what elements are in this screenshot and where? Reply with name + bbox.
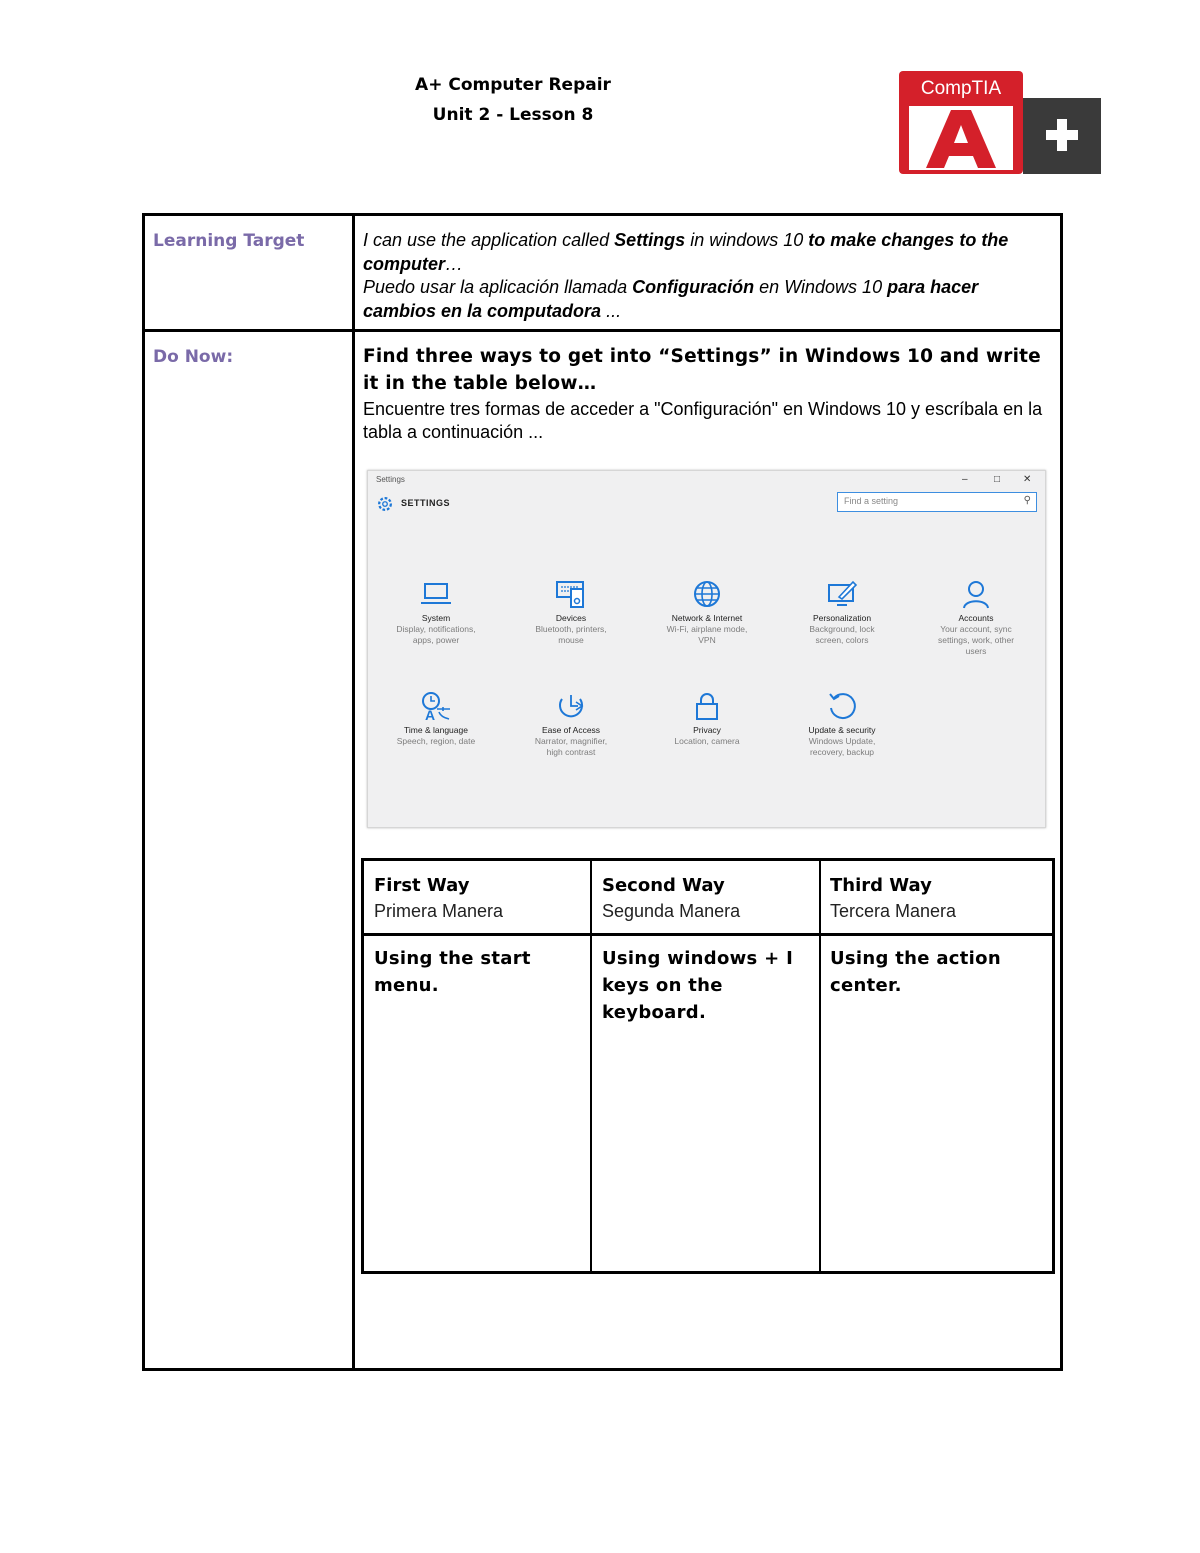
- do-now-instruction: Find three ways to get into “Settings” in Windows 10 and write it in the table below…: [363, 346, 1041, 394]
- minimize-icon: –: [962, 474, 968, 485]
- learning-target-text: I can use the application called Settings in windows 10 to make changes to the computer… Puedo usar la aplicación llamada Configuración en Windows 10 para hacer cambios en la computadora ...: [363, 230, 1009, 321]
- row-divider: [145, 329, 1060, 332]
- column-divider: [352, 216, 355, 1368]
- document-subtitle: Unit 2 - Lesson 8: [432, 105, 594, 125]
- settings-tile-network: Network & Internet Wi-Fi, airplane mode, VPN: [652, 579, 762, 646]
- comptia-aplus-logo: [896, 68, 1104, 176]
- devices-icon: [554, 579, 588, 609]
- lock-icon: [690, 691, 724, 721]
- settings-tile-accounts: Accounts Your account, sync settings, work, other users: [921, 579, 1031, 657]
- update-icon: [825, 691, 859, 721]
- settings-tile-ease-of-access: Ease of Access Narrator, magnifier, high contrast: [516, 691, 626, 758]
- row-divider: [364, 933, 1052, 936]
- third-way-answer: Using the action center.: [830, 948, 1001, 996]
- column-divider: [590, 861, 592, 1271]
- gear-icon: [376, 495, 394, 513]
- settings-tile-time-language: A Time & language Speech, region, date: [381, 691, 491, 747]
- person-icon: [959, 579, 993, 609]
- do-now-instruction-spanish: Encuentre tres formas de acceder a "Configuración" en Windows 10 y escríbala en la tabla a continuación ...: [363, 399, 1043, 442]
- close-icon: ✕: [1023, 474, 1032, 485]
- search-icon: ⚲: [1023, 495, 1031, 506]
- lesson-table: [142, 213, 1063, 1371]
- maximize-icon: □: [994, 474, 1001, 485]
- settings-header: SETTINGS: [401, 498, 451, 508]
- settings-tile-update-security: Update & security Windows Update, recovery, backup: [787, 691, 897, 758]
- svg-text:CompTIA: CompTIA: [920, 78, 1002, 99]
- settings-tile-devices: Devices Bluetooth, printers, mouse: [516, 579, 626, 646]
- first-way-header: First Way Primera Manera: [374, 875, 504, 921]
- settings-tile-privacy: Privacy Location, camera: [652, 691, 762, 747]
- svg-text:A: A: [425, 707, 436, 721]
- settings-tile-system: System Display, notifications, apps, power: [381, 579, 491, 646]
- window-title: Settings: [376, 475, 405, 484]
- third-way-header: Third Way Tercera Manera: [830, 875, 957, 921]
- first-way-answer: Using the start menu.: [374, 948, 531, 996]
- settings-screenshot: [367, 470, 1046, 828]
- ease-of-access-icon: [554, 691, 588, 721]
- second-way-header: Second Way Segunda Manera: [602, 875, 741, 921]
- second-way-answer: Using windows + I keys on the keyboard.: [602, 948, 794, 1023]
- globe-icon: [690, 579, 724, 609]
- settings-search-box: Find a setting ⚲: [837, 492, 1037, 512]
- do-now-label: Do Now:: [153, 347, 234, 367]
- ways-table: [361, 858, 1055, 1274]
- settings-tile-personalization: Personalization Background, lock screen, colors: [787, 579, 897, 646]
- laptop-icon: [419, 579, 453, 609]
- column-divider: [819, 861, 821, 1271]
- learning-target-label: Learning Target: [153, 231, 305, 251]
- document-title: A+ Computer Repair: [415, 75, 611, 95]
- time-language-icon: [419, 691, 453, 721]
- personalization-icon: [825, 579, 859, 609]
